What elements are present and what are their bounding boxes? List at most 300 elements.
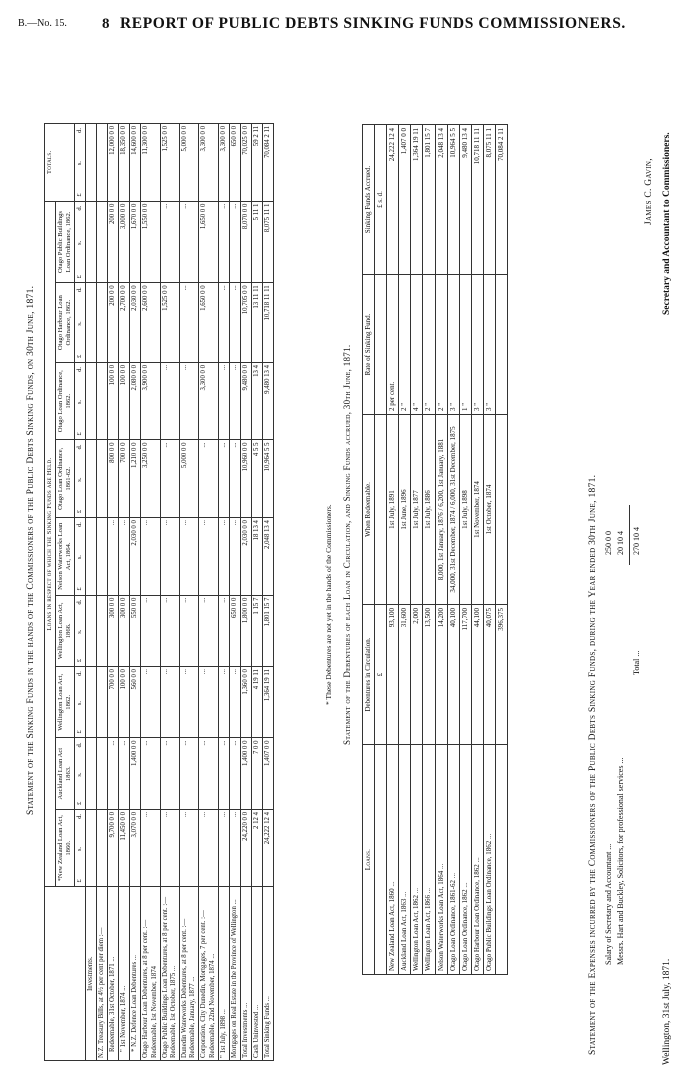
table-cell: 11,450 0 0 <box>119 809 130 887</box>
table-cell: ... <box>218 809 229 887</box>
table-cell: ... <box>218 283 229 363</box>
table-cell: 8,075 11 1 <box>263 201 274 283</box>
table-cell-rate: 1 " <box>459 275 471 415</box>
table-cell: 59 2 11 <box>252 124 263 202</box>
expense-label: Salary of Secretary and Accountant ... <box>604 843 613 965</box>
table-cell: 8,070 0 0 <box>240 201 251 283</box>
table-cell: 14,600 0 0 <box>130 124 141 202</box>
table-cell <box>96 124 107 202</box>
table-cell: ... <box>119 738 130 809</box>
table-row <box>387 125 399 975</box>
table-cell: ... <box>180 362 199 440</box>
table-cell: 300 0 0 <box>119 595 130 666</box>
unit-label: £ <box>75 193 83 197</box>
table-cell-rate: 2 " <box>423 275 435 415</box>
total-debentures: 396,375 <box>496 605 508 745</box>
unit-label: d. <box>75 444 83 450</box>
table-cell-loan: Auckland Loan Act, 1863 ... <box>399 745 411 975</box>
unit-label: s. <box>75 555 83 560</box>
table-cell: 1,364 19 11 <box>263 667 274 738</box>
table-cell-debentures: 93,100 <box>387 605 399 745</box>
expense-total-amount: 270 10 4 <box>632 527 641 555</box>
table-cell: ... <box>141 667 160 738</box>
table-cell-accrued: 10,964 5 5 <box>447 125 459 275</box>
table-cell: 2,080 0 0 <box>130 362 141 440</box>
unit-label: d. <box>75 813 83 819</box>
table-cell: ... <box>141 738 160 809</box>
table-cell: ... <box>229 283 240 363</box>
place-date: Wellington, 31st July, 1871. <box>662 958 672 1065</box>
column-header: Nelson Waterworks Loan Act, 1864. <box>55 518 74 596</box>
table-cell <box>96 283 107 363</box>
table-cell: 3,070 0 0 <box>130 809 141 887</box>
table-row <box>263 124 274 1061</box>
table-cell-loan: Nelson Waterworks Loan Act, 1864 ... <box>435 745 447 975</box>
lsd-group <box>76 204 84 281</box>
table-cell: 70,025 0 0 <box>240 124 251 202</box>
statement1-footnote: * These Debentures are not yet in the hands of the Commissioners. <box>324 504 333 705</box>
table-cell <box>96 809 107 887</box>
table-cell: ... <box>160 667 179 738</box>
table-row <box>423 125 435 975</box>
table-cell: 1,801 15 7 <box>263 595 274 666</box>
table-cell: 3,000 0 0 <box>119 201 130 283</box>
table-cell: 9,700 0 0 <box>107 809 118 887</box>
table-cell: 10,705 0 0 <box>240 283 251 363</box>
table-cell: 100 0 0 <box>107 362 118 440</box>
lsd-units <box>74 518 85 596</box>
table-cell-accrued: 9,480 13 4 <box>459 125 471 275</box>
column-header: Rate of Sinking Fund. <box>363 275 375 415</box>
expense-amount: 250 0 0 <box>604 531 613 555</box>
table-row <box>399 125 411 975</box>
table-row <box>483 125 495 975</box>
unit-label: £ <box>75 801 83 805</box>
table-cell: ... <box>199 440 218 518</box>
table-cell: 3,300 0 0 <box>199 362 218 440</box>
table-cell: 100 0 0 <box>119 667 130 738</box>
column-header: Otago Harbour Loan Ordinance, 1862. <box>55 283 74 363</box>
table-cell: ... <box>141 809 160 887</box>
signatory-role: Secretary and Accountant to Commissioners. <box>662 132 672 315</box>
table-cell-when: 1st July, 1886 <box>423 415 435 605</box>
table-cell: 5,000 0 0 <box>180 124 199 202</box>
unit-label: s. <box>75 477 83 482</box>
table-cell-debentures: 44,100 <box>471 605 483 745</box>
unit-label: £ <box>75 432 83 436</box>
label-column-header <box>45 887 86 1061</box>
table-cell: 3,300 0 0 <box>199 124 218 202</box>
table-cell <box>85 518 96 596</box>
table-cell <box>85 738 96 809</box>
table-row <box>107 124 118 1061</box>
table-cell-accrued: 8,075 11 1 <box>483 125 495 275</box>
table-cell: ... <box>229 518 240 596</box>
total-rule <box>629 505 630 565</box>
unit-label: s. <box>75 846 83 852</box>
unit-label: £ <box>75 879 83 883</box>
table-cell: ... <box>107 738 118 809</box>
table-cell-loan: Wellington Loan Act, 1866 ... <box>423 745 435 975</box>
table-cell: ... <box>180 667 199 738</box>
table-cell: 1,400 0 0 <box>240 738 251 809</box>
unit-label: s. <box>75 321 83 326</box>
signatory-name: James C. Gavin, <box>644 158 654 225</box>
table-cell-rate: 2 " <box>399 275 411 415</box>
table-cell-debentures: 2,000 <box>411 605 423 745</box>
table-cell <box>96 738 107 809</box>
lsd-group <box>76 126 84 199</box>
table-row <box>96 124 107 1061</box>
lsd-group <box>76 669 84 735</box>
table-cell <box>85 201 96 283</box>
table-cell-when: 34,000, 31st December, 1874 / 6,000, 31st December, 1875 <box>447 415 459 605</box>
unit-label: s. <box>75 161 83 166</box>
table-cell: 2,030 0 0 <box>130 283 141 363</box>
table-header-row <box>363 125 375 975</box>
table-cell: 1,525 0 0 <box>160 124 179 202</box>
expense-amount: 20 10 4 <box>616 531 625 555</box>
table-cell: 3,300 0 0 <box>218 124 229 202</box>
table-cell: ... <box>218 667 229 738</box>
table-cell: 800 0 0 <box>107 440 118 518</box>
table-cell-when: 8,000, 1st January, 1876 / 6,200, 1st January, 1881 <box>435 415 447 605</box>
table-cell: 700 0 0 <box>119 440 130 518</box>
table-cell-when: 1st November, 1874 <box>471 415 483 605</box>
column-header: *New Zealand Loan Act, 1860. <box>55 809 74 887</box>
unit-label: s. <box>75 399 83 405</box>
lsd-units <box>74 809 85 887</box>
unit-label: £ <box>75 587 83 591</box>
lsd-units <box>74 595 85 666</box>
row-label: Mortgages on Real Estate in the Province of Wellington ... <box>229 887 240 1061</box>
table-row <box>252 124 263 1061</box>
table-cell: 10,718 11 11 <box>263 283 274 363</box>
unit-label: d. <box>75 366 83 372</box>
table-cell-accrued: 1,801 15 7 <box>423 125 435 275</box>
unit-label: d. <box>75 128 83 133</box>
total-row <box>496 125 508 975</box>
table-cell-rate: 3 " <box>447 275 459 415</box>
table-cell: 1,407 0 0 <box>263 738 274 809</box>
table-cell: 1,360 0 0 <box>240 667 251 738</box>
unit-label: s. <box>75 240 83 245</box>
table-row <box>199 124 218 1061</box>
table-cell-when: 1st July, 1898 <box>459 415 471 605</box>
unit-label: d. <box>75 742 83 748</box>
table-cell: ... <box>160 518 179 596</box>
table-cell <box>85 595 96 666</box>
column-header: Otago Loan Ordinance, 1862. <box>55 362 74 440</box>
lsd-units <box>74 362 85 440</box>
unit-label: £ s. d. <box>375 125 387 275</box>
table-cell: 24,222 12 4 <box>263 809 274 887</box>
lsd-group <box>76 443 84 516</box>
table-cell: ... <box>199 667 218 738</box>
expense-label: Messrs. Hart and Buckley, Solicitors, for professional services ... <box>616 757 625 965</box>
table-cell-debentures: 14,200 <box>435 605 447 745</box>
unit-label: d. <box>75 671 83 677</box>
table-cell-when: 1st July, 1891 <box>387 415 399 605</box>
table-cell-when: 1st June, 1896 <box>399 415 411 605</box>
lsd-units <box>74 283 85 363</box>
totals-column-header: Totals. <box>45 124 75 202</box>
unit-label: d. <box>75 205 83 211</box>
table-cell: 1,400 0 0 <box>130 738 141 809</box>
table-cell: 300 0 0 <box>107 595 118 666</box>
table-cell: 18 13 4 <box>252 518 263 596</box>
table-cell: ... <box>141 518 160 596</box>
table-cell: 5,000 0 0 <box>180 440 199 518</box>
column-header: Otago Loan Ordinance, 1861-62. <box>55 440 74 518</box>
document-reference: B.—No. 15. <box>18 18 67 29</box>
table-cell-accrued: 1,407 0 0 <box>399 125 411 275</box>
table-cell: 4 5 5 <box>252 440 263 518</box>
row-label: Total Sinking Funds ... <box>263 887 274 1061</box>
table-cell: ... <box>218 595 229 666</box>
table-cell: ... <box>180 201 199 283</box>
unit-row <box>375 125 387 975</box>
table-cell-rate: 2 per cent. <box>387 275 399 415</box>
table-cell: 1,525 0 0 <box>160 283 179 363</box>
table-cell-debentures: 117,700 <box>459 605 471 745</box>
table-cell: 1,800 0 0 <box>240 595 251 666</box>
table-cell-loan: New Zealand Loan Act, 1860 ... <box>387 745 399 975</box>
column-header: Wellington Loan Act, 1862. <box>55 667 74 738</box>
table-cell <box>85 667 96 738</box>
row-label: Investments. <box>85 887 96 1061</box>
table-cell: ... <box>229 440 240 518</box>
unit-label: £ <box>75 509 83 514</box>
table-cell: ... <box>199 738 218 809</box>
lsd-units <box>74 124 85 202</box>
table-cell <box>96 440 107 518</box>
table-row <box>459 125 471 975</box>
lsd-group <box>76 365 84 438</box>
table-cell-debentures: 31,600 <box>399 605 411 745</box>
table-cell: 11,300 0 0 <box>141 124 160 202</box>
table-cell-when: 1st July, 1877 <box>411 415 423 605</box>
lsd-units <box>74 667 85 738</box>
table-row <box>119 124 130 1061</box>
table-cell: 13 4 <box>252 362 263 440</box>
table-cell: 4 19 11 <box>252 667 263 738</box>
table-cell-accrued: 2,048 13 4 <box>435 125 447 275</box>
unit-label: s. <box>75 772 83 777</box>
table-cell-debentures: 40,075 <box>483 605 495 745</box>
unit-label: d. <box>75 287 83 293</box>
unit-label: £ <box>75 275 83 279</box>
lsd-group <box>76 285 84 360</box>
table-cell: 100 0 0 <box>119 362 130 440</box>
table-cell: ... <box>199 809 218 887</box>
table-cell: 2,700 0 0 <box>119 283 130 363</box>
table-cell: 9,480 13 4 <box>263 362 274 440</box>
table-cell-loan: Otago Public Buildings Loan Ordinance, 1862 ... <box>483 745 495 975</box>
table-cell <box>96 201 107 283</box>
group-header: Loans in respect of which the Sinking Funds are Held. <box>45 201 56 887</box>
row-label: Redeemable, 31st October, 1871 ... <box>107 887 118 1061</box>
unit-label: d. <box>75 599 83 605</box>
column-header: Auckland Loan Act 1863. <box>55 738 74 809</box>
lsd-group <box>76 520 84 593</box>
total-accrued: 70,084 2 11 <box>496 125 508 275</box>
table-cell <box>96 667 107 738</box>
table-cell: 24,220 0 0 <box>240 809 251 887</box>
table-cell <box>85 809 96 887</box>
table-cell-debentures: 40,100 <box>447 605 459 745</box>
table-row <box>130 124 141 1061</box>
table-cell: ... <box>218 362 229 440</box>
column-header: Sinking Funds Accrued. <box>363 125 375 275</box>
table-cell: ... <box>180 738 199 809</box>
table-cell: 1,210 0 0 <box>130 440 141 518</box>
unit-label: £ <box>75 658 83 663</box>
unit-label: £ <box>75 730 83 734</box>
table-cell: ... <box>199 595 218 666</box>
table-cell: ... <box>218 738 229 809</box>
row-label: Otago Public Buildings Loan Debentures, at 8 per cent. :— Redeemable, 1st October, 1875 ... <box>160 887 179 1061</box>
table-cell-rate: 3 " <box>483 275 495 415</box>
row-label: Corporation, City Dunedin, Mortgages, 7 per cent. :— Redeemable, 22nd November, 1874 ... <box>199 887 218 1061</box>
table-cell-accrued: 24,222 12 4 <box>387 125 399 275</box>
table-cell: ... <box>229 667 240 738</box>
table-cell: ... <box>160 595 179 666</box>
table-cell: ... <box>160 362 179 440</box>
lsd-group <box>76 741 84 807</box>
table-cell-accrued: 10,718 11 11 <box>471 125 483 275</box>
table-cell: 200 0 0 <box>107 201 118 283</box>
report-title: REPORT OF PUBLIC DEBTS SINKING FUNDS COMMISSIONERS. <box>120 15 626 32</box>
table-row <box>85 124 96 1061</box>
table-cell: 550 0 0 <box>130 595 141 666</box>
table-cell: ... <box>199 518 218 596</box>
table-cell: ... <box>160 440 179 518</box>
table-cell-rate: 3 " <box>471 275 483 415</box>
column-header: Wellington Loan Act, 1866. <box>55 595 74 666</box>
table-cell: 9,480 0 0 <box>240 362 251 440</box>
row-label: Otago Harbour Loan Debentures, at 8 per cent. :— Redeemable, 1st November, 1874 <box>141 887 160 1061</box>
column-header: Loans. <box>363 745 375 975</box>
table-cell: ... <box>180 283 199 363</box>
column-header: When Redeemable. <box>363 415 375 605</box>
table-cell: 7 0 0 <box>252 738 263 809</box>
lsd-units <box>74 440 85 518</box>
table-row <box>435 125 447 975</box>
row-label: Total Investments ... <box>240 887 251 1061</box>
table-cell: 10,960 0 0 <box>240 440 251 518</box>
table-cell: 12,000 0 0 <box>107 124 118 202</box>
unit-label: £ <box>75 354 83 358</box>
table-row <box>411 125 423 975</box>
table-cell <box>96 518 107 596</box>
table-cell: 2 12 4 <box>252 809 263 887</box>
table-row <box>180 124 199 1061</box>
table-cell: 13 11 11 <box>252 283 263 363</box>
statement2-title: Statement of the Debentures of each Loan in Circulation, and Sinking Funds accrued, 30th June, 1871. <box>342 344 352 745</box>
table-cell-loan: Otago Loan Ordinance, 1862 ... <box>459 745 471 975</box>
table-cell: 1,650 0 0 <box>199 283 218 363</box>
table-row <box>240 124 251 1061</box>
table-cell: ... <box>229 362 240 440</box>
lsd-group <box>76 812 84 885</box>
row-label: N.Z. Treasury Bills, at 4½ per cent per diem :— <box>96 887 107 1061</box>
table-cell: 3,900 0 0 <box>141 362 160 440</box>
table-cell: ... <box>160 201 179 283</box>
table-cell: ... <box>141 595 160 666</box>
table-cell-loan: Otago Loan Ordinance, 1861-62 ... <box>447 745 459 975</box>
table-cell: ... <box>107 518 118 596</box>
lsd-units <box>74 201 85 283</box>
debentures-table <box>362 124 508 975</box>
table-cell <box>85 124 96 202</box>
page-header <box>12 15 688 38</box>
row-label: " 1st July, 1898 ... <box>218 887 229 1061</box>
row-label: Cash Uninvested ... <box>252 887 263 1061</box>
table-cell: ... <box>180 518 199 596</box>
table-cell: 18,350 0 0 <box>119 124 130 202</box>
table-row <box>218 124 229 1061</box>
table-cell: 560 0 0 <box>130 667 141 738</box>
table-cell: ... <box>218 201 229 283</box>
lsd-units <box>74 738 85 809</box>
table-row <box>229 124 240 1061</box>
table-cell: 1,650 0 0 <box>199 201 218 283</box>
table-cell <box>85 362 96 440</box>
table-cell: 650 0 0 <box>229 595 240 666</box>
row-label: Dunedin Waterworks Debentures, at 8 per cent. :— Redeemable, January, 1877 ... <box>180 887 199 1061</box>
row-label: * N.Z. Defence Loan Debentures ... <box>130 887 141 1061</box>
table-cell: 1 15 7 <box>252 595 263 666</box>
table-cell: ... <box>160 809 179 887</box>
unit-label: s. <box>75 629 83 634</box>
column-header: Otago Public Buildings Loan Ordinance, 1862. <box>55 201 74 283</box>
table-cell: ... <box>160 738 179 809</box>
table-cell: 2,030 0 0 <box>130 518 141 596</box>
table-cell: ... <box>229 738 240 809</box>
table-cell: 2,048 13 4 <box>263 518 274 596</box>
table-cell-rate: 2 " <box>435 275 447 415</box>
row-label: " 1st November, 1874 ... <box>119 887 130 1061</box>
table-cell-debentures: 13,500 <box>423 605 435 745</box>
table-cell-rate: 4 " <box>411 275 423 415</box>
statement3-title: Statement of the Expenses incurred by the Commissioners of the Public Debts Sinking Funds, during the Year ended 30th June, 1871. <box>588 474 598 1055</box>
table-cell-loan: Otago Harbour Loan Ordinance, 1862 ... <box>471 745 483 975</box>
table-cell: 1,670 0 0 <box>130 201 141 283</box>
table-cell: ... <box>229 201 240 283</box>
table-cell <box>96 362 107 440</box>
unit-label: s. <box>75 701 83 706</box>
table-cell: ... <box>229 809 240 887</box>
sinking-funds-table-body <box>85 124 274 1061</box>
rotated-page-body <box>12 65 692 1075</box>
table-row <box>447 125 459 975</box>
table-cell-when: 1st October, 1874 <box>483 415 495 605</box>
table-cell <box>96 595 107 666</box>
table-cell: 2,600 0 0 <box>141 283 160 363</box>
table-cell: 200 0 0 <box>107 283 118 363</box>
table-cell: ... <box>119 518 130 596</box>
table-cell: 70,084 2 11 <box>263 124 274 202</box>
unit-label: £ <box>375 605 387 745</box>
table-cell: 3,250 0 0 <box>141 440 160 518</box>
table-header-row <box>45 124 56 1061</box>
table-row <box>471 125 483 975</box>
table-cell: 10,964 5 5 <box>263 440 274 518</box>
table-cell: 1,550 0 0 <box>141 201 160 283</box>
table-row <box>160 124 179 1061</box>
unit-label: d. <box>75 522 83 528</box>
